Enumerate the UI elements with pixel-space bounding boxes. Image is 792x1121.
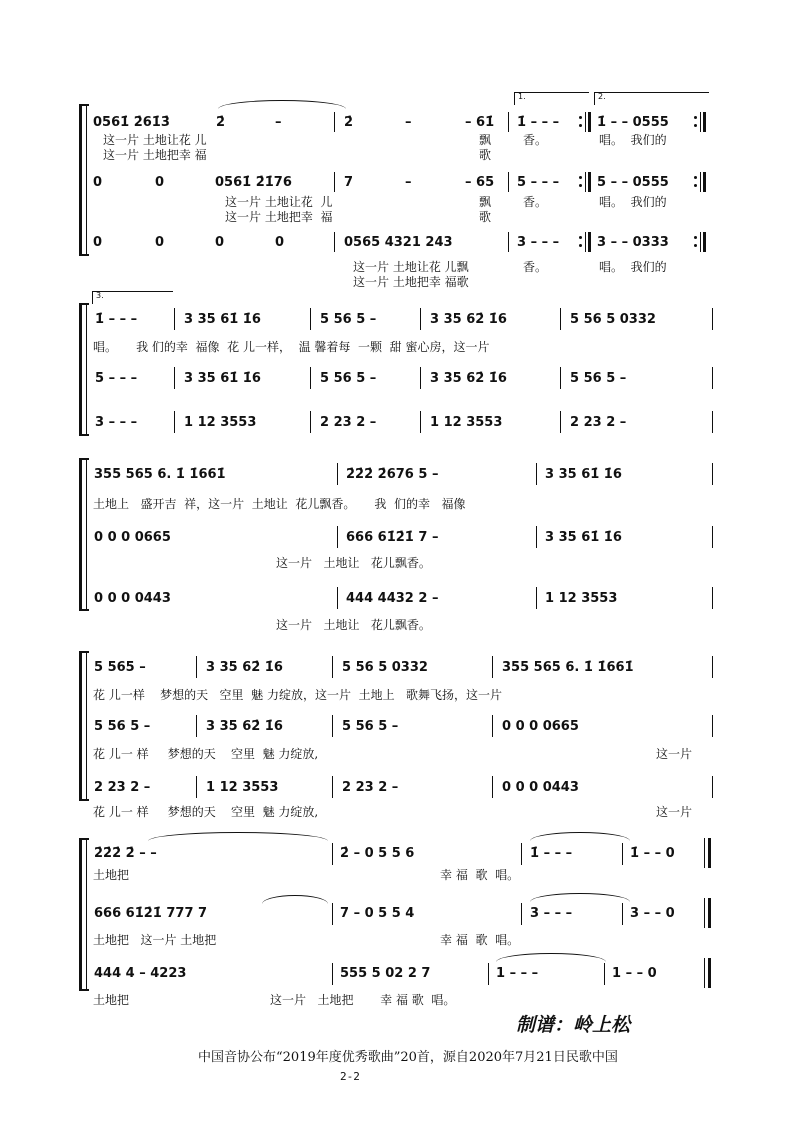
- lyrics-s3-v2: 这一片 土地让 花儿飘香。: [276, 556, 431, 570]
- notes-s2-v2: 5 – – –: [95, 371, 138, 386]
- lyrics-s1-v2: 这一片 土地让花 儿: [225, 195, 333, 209]
- notes-s3-v3: 0 0 0 0443: [94, 591, 171, 606]
- notes-s2-v1: 1̇ – – –: [95, 312, 138, 327]
- notes-s1-v2-m1: 0: [93, 175, 103, 190]
- notes-s2-v3: 3 – – –: [95, 415, 138, 430]
- lyrics-s1-v1-verse2: 这一片 土地把幸 福: [103, 148, 207, 162]
- notes-s1-v1-m1c: –: [275, 115, 282, 130]
- lyrics-s3-v3: 这一片 土地让 花儿飘香。: [276, 618, 431, 632]
- notes-s3-v1: 355 565 6. 1̇ 1̇661̇: [94, 467, 226, 482]
- page-number: 2-2: [340, 1070, 360, 1083]
- lyrics-s4-v3: 花 儿一 样 梦想的天 空里 魅 力绽放,: [93, 805, 319, 819]
- notes-s5-v1: 2̇2̇2̇ 2̇ – –: [94, 846, 157, 861]
- lyrics-s4-v1: 花 儿一样 梦想的天 空里 魅 力绽放，这一片 土地上 歌舞飞扬，这一片: [93, 688, 503, 702]
- lyrics-s1-v1: 这一片 土地让花 儿: [103, 133, 207, 147]
- notes-s4-v2: 5 56 5 –: [94, 719, 151, 734]
- lyrics-s1-v3: 这一片 土地让花 儿飘: [353, 260, 469, 274]
- lyrics-s5-v1: 土地把: [93, 868, 130, 882]
- notes-s1-v1-m2c: – 61̇: [465, 115, 495, 130]
- notes-s1-v1-m4: 1̇ – – 0555: [597, 115, 669, 130]
- lyrics-s4-v2: 花 儿一 样 梦想的天 空里 魅 力绽放,: [93, 747, 319, 761]
- volta-2: 2.: [594, 92, 709, 105]
- source-footnote: 中国音协公布“2019年度优秀歌曲”20首，源自2020年7月21日民歌中国: [198, 1050, 618, 1065]
- notes-s4-v3: 2 23 2 –: [94, 780, 151, 795]
- notes-s1-v1-m1b: 2̇: [216, 115, 226, 130]
- notes-s5-v3: 444 4 – 4223: [94, 966, 187, 981]
- notes-s1-v1-m2: 2̇: [344, 115, 354, 130]
- notes-s1-v1-m3: 1̇ – – –: [517, 115, 560, 130]
- notes-s1-v1-m2b: –: [405, 115, 412, 130]
- volta-1: 1.: [514, 92, 589, 105]
- notes-s1-v3: 0: [93, 235, 103, 250]
- lyrics-s5-v2: 土地把 这一片 土地把: [93, 933, 217, 947]
- notes-s1-v1-m1: 0561̇ 2̇61̇3̇: [93, 115, 170, 130]
- notes-s5-v2: 666 61̇2̇1̇ 777 7: [94, 906, 208, 921]
- arranger-credit: 制谱：岭上松: [516, 1014, 631, 1036]
- lyrics-s2-v1: 唱。 我 们的幸 福像 花 儿一样， 温 馨着每 一颗 甜 蜜心房，这一片: [93, 340, 490, 354]
- notes-s4-v1: 5 565 –: [94, 660, 146, 675]
- lyrics-s5-v3: 土地把: [93, 993, 130, 1007]
- volta-3: 3.: [92, 291, 173, 304]
- lyrics-s3-v1: 土地上 盛开吉 祥，这一片 土地让 花儿飘香。 我 们的幸 福像: [93, 497, 466, 511]
- notes-s3-v2: 0 0 0 0665: [94, 530, 171, 545]
